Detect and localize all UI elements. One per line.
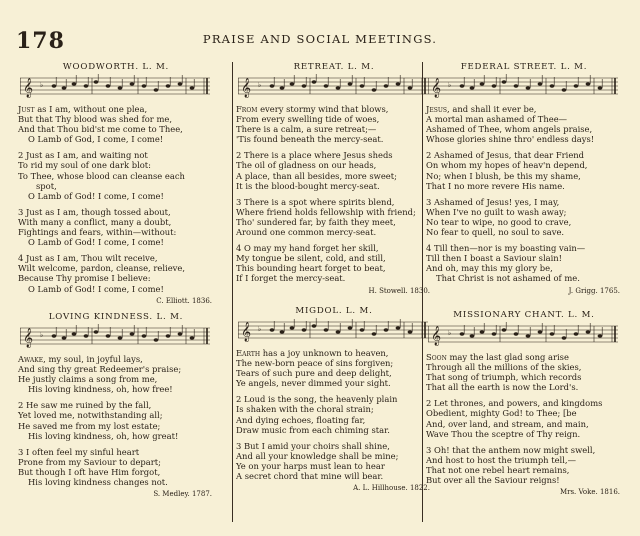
- stanza: [236, 150, 432, 190]
- lyric-line: 3 Oh! that the anthem now might swell,: [426, 444, 596, 455]
- lyric-line: 'Tis found beneath the mercy-seat.: [236, 134, 384, 145]
- lyric-line: The new-born peace of sins forgiven;: [236, 358, 394, 369]
- music-staff: [238, 318, 430, 344]
- lyric-line: From every stormy wind that blows,: [236, 104, 389, 114]
- stanza: [426, 243, 622, 283]
- lyric-line: That Christ is not ashamed of me.: [436, 273, 580, 284]
- lyric-line: O Lamb of God! I come, I come!: [28, 237, 164, 248]
- stanza: [426, 104, 622, 144]
- hymn-title: RETREAT. L. M.: [293, 62, 375, 72]
- stanza: [18, 150, 214, 200]
- lyric-line: 4 Till then—nor is my boasting vain—: [426, 243, 586, 254]
- stanza: [236, 197, 432, 237]
- svg-text:♭: ♭: [258, 325, 262, 333]
- svg-text:♭: ♭: [40, 81, 44, 89]
- stanza: [236, 104, 432, 144]
- stanza: [426, 398, 622, 438]
- lyric-line: 2 He saw me ruined by the fall,: [18, 400, 152, 411]
- lyric-line: 3 But I amid your choirs shall shine,: [236, 440, 390, 451]
- lyrics: [426, 104, 622, 284]
- lyric-line: 2 Let thrones, and powers, and kingdoms: [426, 398, 603, 409]
- lyric-line: O Lamb of God! I come, I come!: [28, 190, 164, 201]
- lyric-line: No fear to quell, no soul to save.: [426, 227, 565, 238]
- lyric-line: 2 Ashamed of Jesus, that dear Friend: [426, 150, 585, 161]
- stanza: [236, 441, 432, 481]
- music-staff: [428, 74, 620, 100]
- music-staff: [20, 74, 212, 100]
- music-staff: [20, 324, 212, 350]
- lyric-line: There is a calm, a sure retreat;—: [236, 124, 377, 135]
- lyric-line: He saved me from my lost estate;: [18, 420, 161, 431]
- lyric-line: No tear to wipe, no good to crave,: [426, 216, 572, 227]
- lyric-line: It is the blood-bought mercy-seat.: [236, 180, 380, 191]
- lyric-line: When I've no guilt to wash away;: [426, 206, 567, 217]
- lyric-line: That song of triumph, which records: [426, 372, 582, 383]
- lyric-line: And dying echoes, floating far,: [236, 414, 366, 425]
- lyric-line: Soon may the last glad song arise: [426, 352, 569, 362]
- lyric-line: spot,: [36, 180, 57, 191]
- lyric-line: Yet loved me, notwithstanding all;: [18, 410, 163, 421]
- lyric-line: Tho' sundered far, by faith they meet,: [236, 216, 396, 227]
- stanza: [18, 447, 214, 487]
- lyric-line: That not one rebel heart remains,: [426, 464, 570, 475]
- lyric-line: This bounding heart forget to beat,: [236, 263, 386, 274]
- running-head: PRAISE AND SOCIAL MEETINGS.: [202, 32, 438, 46]
- lyric-line: But over all the Saviour reigns!: [426, 475, 560, 486]
- lyric-line: To rid my soul of one dark blot:: [18, 160, 151, 171]
- stanza: [18, 354, 214, 394]
- lyric-line: No; when I blush, be this my shame,: [426, 170, 581, 181]
- hymn-retreat: [236, 62, 432, 295]
- hymn-title: WOODWORTH. L. M.: [62, 62, 170, 72]
- stanza: [236, 348, 432, 388]
- svg-text:♭: ♭: [258, 81, 262, 89]
- lyric-line: 3 Just as I am, though tossed about,: [18, 206, 171, 217]
- lyric-line: 2 Loud is the song, the heavenly plain: [236, 394, 398, 405]
- lyric-line: The oil of gladness on our heads,: [236, 160, 377, 171]
- svg-text:𝄞: 𝄞: [241, 78, 252, 98]
- lyric-line: And, over land, and stream, and main,: [426, 418, 589, 429]
- music-staff: [238, 74, 430, 100]
- stanza: [236, 394, 432, 434]
- lyric-line: Around one common mercy-seat.: [236, 227, 377, 238]
- lyric-line: 4 Just as I am, Thou wilt receive,: [18, 253, 158, 264]
- hymn-attribution: C. Elliott. 1836.: [156, 296, 212, 305]
- lyric-line: O Lamb of God, I come, I come!: [28, 134, 164, 145]
- music-staff: [428, 322, 620, 348]
- lyric-line: 2 There is a place where Jesus sheds: [236, 150, 393, 161]
- svg-text:𝄞: 𝄞: [241, 322, 252, 342]
- stanza: [236, 243, 432, 283]
- lyrics: [426, 352, 622, 485]
- lyric-line: Draw music from each chiming star.: [236, 424, 390, 435]
- stanza: [426, 445, 622, 485]
- lyric-line: With many a conflict, many a doubt,: [18, 216, 172, 227]
- lyrics: [236, 104, 432, 284]
- svg-text:𝄞: 𝄞: [23, 78, 34, 98]
- lyric-line: And oh, may this my glory be,: [426, 263, 553, 274]
- lyric-line: A secret chord that mine will bear.: [236, 471, 384, 482]
- hymn-attribution: A. L. Hillhouse. 1822.: [353, 484, 430, 493]
- lyric-line: And that Thou bid'st me come to Thee,: [18, 124, 183, 135]
- svg-text:𝄞: 𝄞: [431, 78, 442, 98]
- stanza: [426, 352, 622, 392]
- page-number: 178: [16, 28, 65, 54]
- lyric-line: And host to host the triumph tell,—: [426, 454, 576, 465]
- lyric-line: On whom my hopes of heav'n depend,: [426, 160, 588, 171]
- lyrics: [18, 354, 214, 487]
- hymn-missionary-chant: [426, 310, 622, 496]
- hymn-woodworth: [18, 62, 214, 305]
- lyric-line: From every swelling tide of woes,: [236, 114, 380, 125]
- lyrics: [18, 104, 214, 294]
- svg-text:𝄞: 𝄞: [431, 326, 442, 346]
- lyric-line: And all your knowledge shall be mine;: [236, 450, 399, 461]
- lyric-line: 3 Ashamed of Jesus! yes, I may,: [426, 196, 560, 207]
- lyric-line: Just as I am, without one plea,: [18, 104, 148, 114]
- hymn-loving-kindness: [18, 312, 214, 498]
- stanza: [426, 150, 622, 190]
- lyric-line: Fightings and fears, within—without:: [18, 227, 177, 238]
- lyric-line: Prone from my Saviour to depart;: [18, 456, 161, 467]
- lyric-line: Ye angels, never dimmed your sight.: [236, 378, 391, 389]
- hymn-attribution: H. Stowell. 1830.: [368, 286, 430, 295]
- lyric-line: If I forget the mercy-seat.: [236, 273, 346, 284]
- lyric-line: Ye on your harps must lean to hear: [236, 460, 385, 471]
- lyric-line: 3 There is a spot where spirits blend,: [236, 196, 395, 207]
- lyric-line: And sing thy great Redeemer's praise;: [18, 364, 182, 375]
- lyric-line: Because Thy promise I believe:: [18, 273, 151, 284]
- lyric-line: But though I oft have Him forgot,: [18, 466, 161, 477]
- lyric-line: Whose glories shine thro' endless days!: [426, 134, 595, 145]
- lyric-line: That all the earth is now the Lord's.: [426, 382, 579, 393]
- lyric-line: 3 I often feel my sinful heart: [18, 446, 140, 457]
- hymn-migdol: [236, 306, 432, 492]
- lyric-line: To Thee, whose blood can cleanse each: [18, 170, 185, 181]
- hymn-attribution: S. Medley. 1787.: [153, 490, 212, 499]
- lyric-line: A mortal man ashamed of Thee—: [426, 114, 568, 125]
- lyric-line: Is shaken with the choral strain;: [236, 404, 374, 415]
- lyric-line: Tears of such pure and deep delight,: [236, 368, 392, 379]
- lyric-line: Through all the millions of the skies,: [426, 362, 582, 373]
- lyric-line: His loving kindness, oh, how great!: [28, 430, 179, 441]
- hymn-title: MISSIONARY CHANT. L. M.: [453, 310, 595, 320]
- lyric-line: 4 O may my hand forget her skill,: [236, 243, 379, 254]
- lyric-line: His loving kindness, oh, how free!: [28, 384, 173, 395]
- lyric-line: Awake, my soul, in joyful lays,: [18, 354, 143, 364]
- svg-text:𝄞: 𝄞: [23, 328, 34, 348]
- stanza: [18, 104, 214, 144]
- hymn-federal-street: [426, 62, 622, 295]
- lyric-line: My tongue be silent, cold, and still,: [236, 253, 386, 264]
- column-rule-left: [232, 62, 233, 522]
- lyric-line: Ashamed of Thee, whom angels praise,: [426, 124, 593, 135]
- lyric-line: 2 Just as I am, and waiting not: [18, 150, 148, 161]
- lyric-line: A place, than all besides, more sweet;: [236, 170, 397, 181]
- svg-text:♭: ♭: [448, 81, 452, 89]
- svg-text:♭: ♭: [448, 329, 452, 337]
- hymn-title: MIGDOL. L. M.: [295, 306, 373, 316]
- lyric-line: Jesus, and shall it ever be,: [426, 104, 537, 114]
- stanza: [18, 207, 214, 247]
- hymn-title: LOVING KINDNESS. L. M.: [48, 312, 184, 322]
- lyric-line: Earth has a joy unknown to heaven,: [236, 348, 389, 358]
- lyric-line: He justly claims a song from me,: [18, 374, 158, 385]
- stanza: [18, 253, 214, 293]
- lyric-line: Wilt welcome, pardon, cleanse, relieve,: [18, 263, 185, 274]
- stanza: [426, 197, 622, 237]
- lyric-line: O Lamb of God! I come, I come!: [28, 283, 164, 294]
- lyric-line: But that Thy blood was shed for me,: [18, 114, 173, 125]
- hymn-title: FEDERAL STREET. L. M.: [460, 62, 588, 72]
- lyric-line: Wave Thou the sceptre of Thy reign.: [426, 428, 581, 439]
- hymn-attribution: Mrs. Voke. 1816.: [559, 488, 620, 497]
- lyric-line: Till then I boast a Saviour slain!: [426, 253, 563, 264]
- lyric-line: His loving kindness changes not.: [28, 477, 168, 488]
- lyric-line: Where friend holds fellowship with friend;: [236, 206, 416, 217]
- stanza: [18, 400, 214, 440]
- hymn-attribution: J. Grigg. 1765.: [568, 286, 620, 295]
- lyric-line: That I no more revere His name.: [426, 180, 565, 191]
- lyrics: [236, 348, 432, 481]
- svg-text:♭: ♭: [40, 331, 44, 339]
- lyric-line: Obedient, mighty God! to Thee; [be: [426, 408, 577, 419]
